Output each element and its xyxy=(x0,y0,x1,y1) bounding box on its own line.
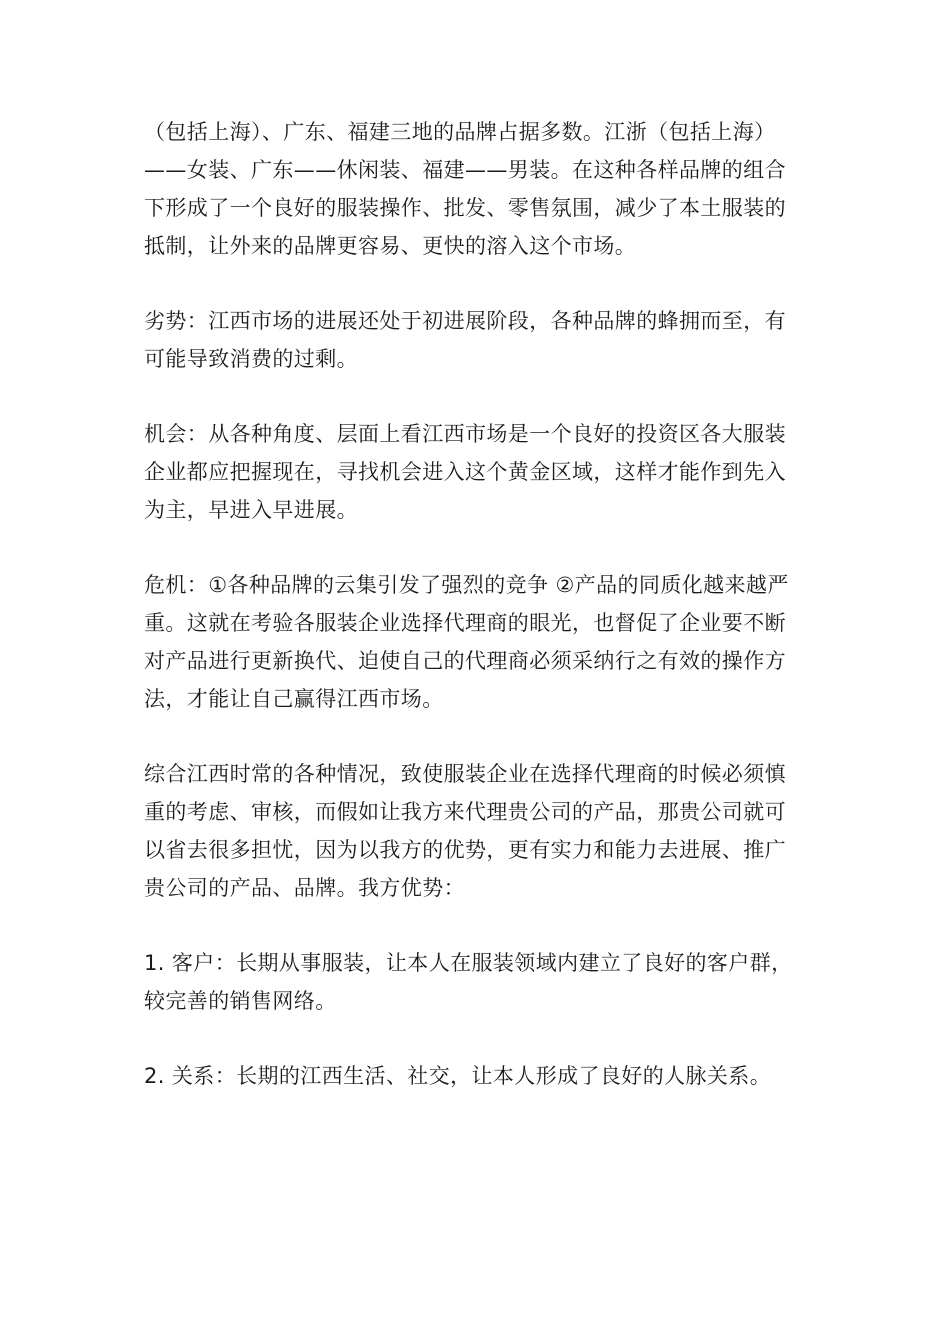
text-line: 对产品进行更新换代、迫使自己的代理商必须采纳行之有效的操作方 xyxy=(144,649,786,673)
paragraph-opportunity xyxy=(144,415,808,529)
text-line: 劣势：江西市场的进展还处于初进展阶段，各种品牌的蜂拥而至，有 xyxy=(144,309,786,333)
paragraph-summary xyxy=(144,755,808,907)
text-line: 下形成了一个良好的服装操作、批发、零售氛围，减少了本土服装的 xyxy=(144,196,786,220)
text-line: 为主，早进入早进展。 xyxy=(144,498,358,522)
text-line: 贵公司的产品、品牌。我方优势： xyxy=(144,876,465,900)
text-line: 可能导致消费的过剩。 xyxy=(144,347,358,371)
text-line: 重的考虑、审核，而假如让我方来代理贵公司的产品，那贵公司就可 xyxy=(144,800,786,824)
text-line: 企业都应把握现在，寻找机会进入这个黄金区域，这样才能作到先入 xyxy=(144,460,786,484)
list-item-relations xyxy=(144,1057,808,1095)
text-line: 较完善的销售网络。 xyxy=(144,989,337,1013)
text-line: 1. 客户：长期从事服装，让本人在服装领域内建立了良好的客户群， xyxy=(144,951,793,975)
paragraph-intro xyxy=(144,113,808,265)
text-line: 抵制，让外来的品牌更容易、更快的溶入这个市场。 xyxy=(144,234,637,258)
text-line: 重。这就在考验各服装企业选择代理商的眼光，也督促了企业要不断 xyxy=(144,611,786,635)
text-line: 以省去很多担忧，因为以我方的优势，更有实力和能力去进展、推广 xyxy=(144,838,786,862)
paragraph-weakness xyxy=(144,302,808,378)
text-line: 危机：①各种品牌的云集引发了强烈的竞争 ②产品的同质化越来越严 xyxy=(144,573,789,597)
text-line: 法，才能让自己赢得江西市场。 xyxy=(144,687,444,711)
list-item-customers xyxy=(144,944,808,1020)
paragraph-threat xyxy=(144,566,808,718)
text-line: （包括上海）、广东、福建三地的品牌占据多数。江浙（包括上海） xyxy=(144,120,776,144)
text-line: 综合江西时常的各种情况，致使服装企业在选择代理商的时候必须慎 xyxy=(144,762,786,786)
text-line: ——女装、广东——休闲装、福建——男装。在这种各样品牌的组合 xyxy=(144,158,786,182)
document-body xyxy=(144,113,808,1132)
text-line: 2. 关系：长期的江西生活、社交，让本人形成了良好的人脉关系。 xyxy=(144,1064,772,1088)
text-line: 机会：从各种角度、层面上看江西市场是一个良好的投资区各大服装 xyxy=(144,422,786,446)
